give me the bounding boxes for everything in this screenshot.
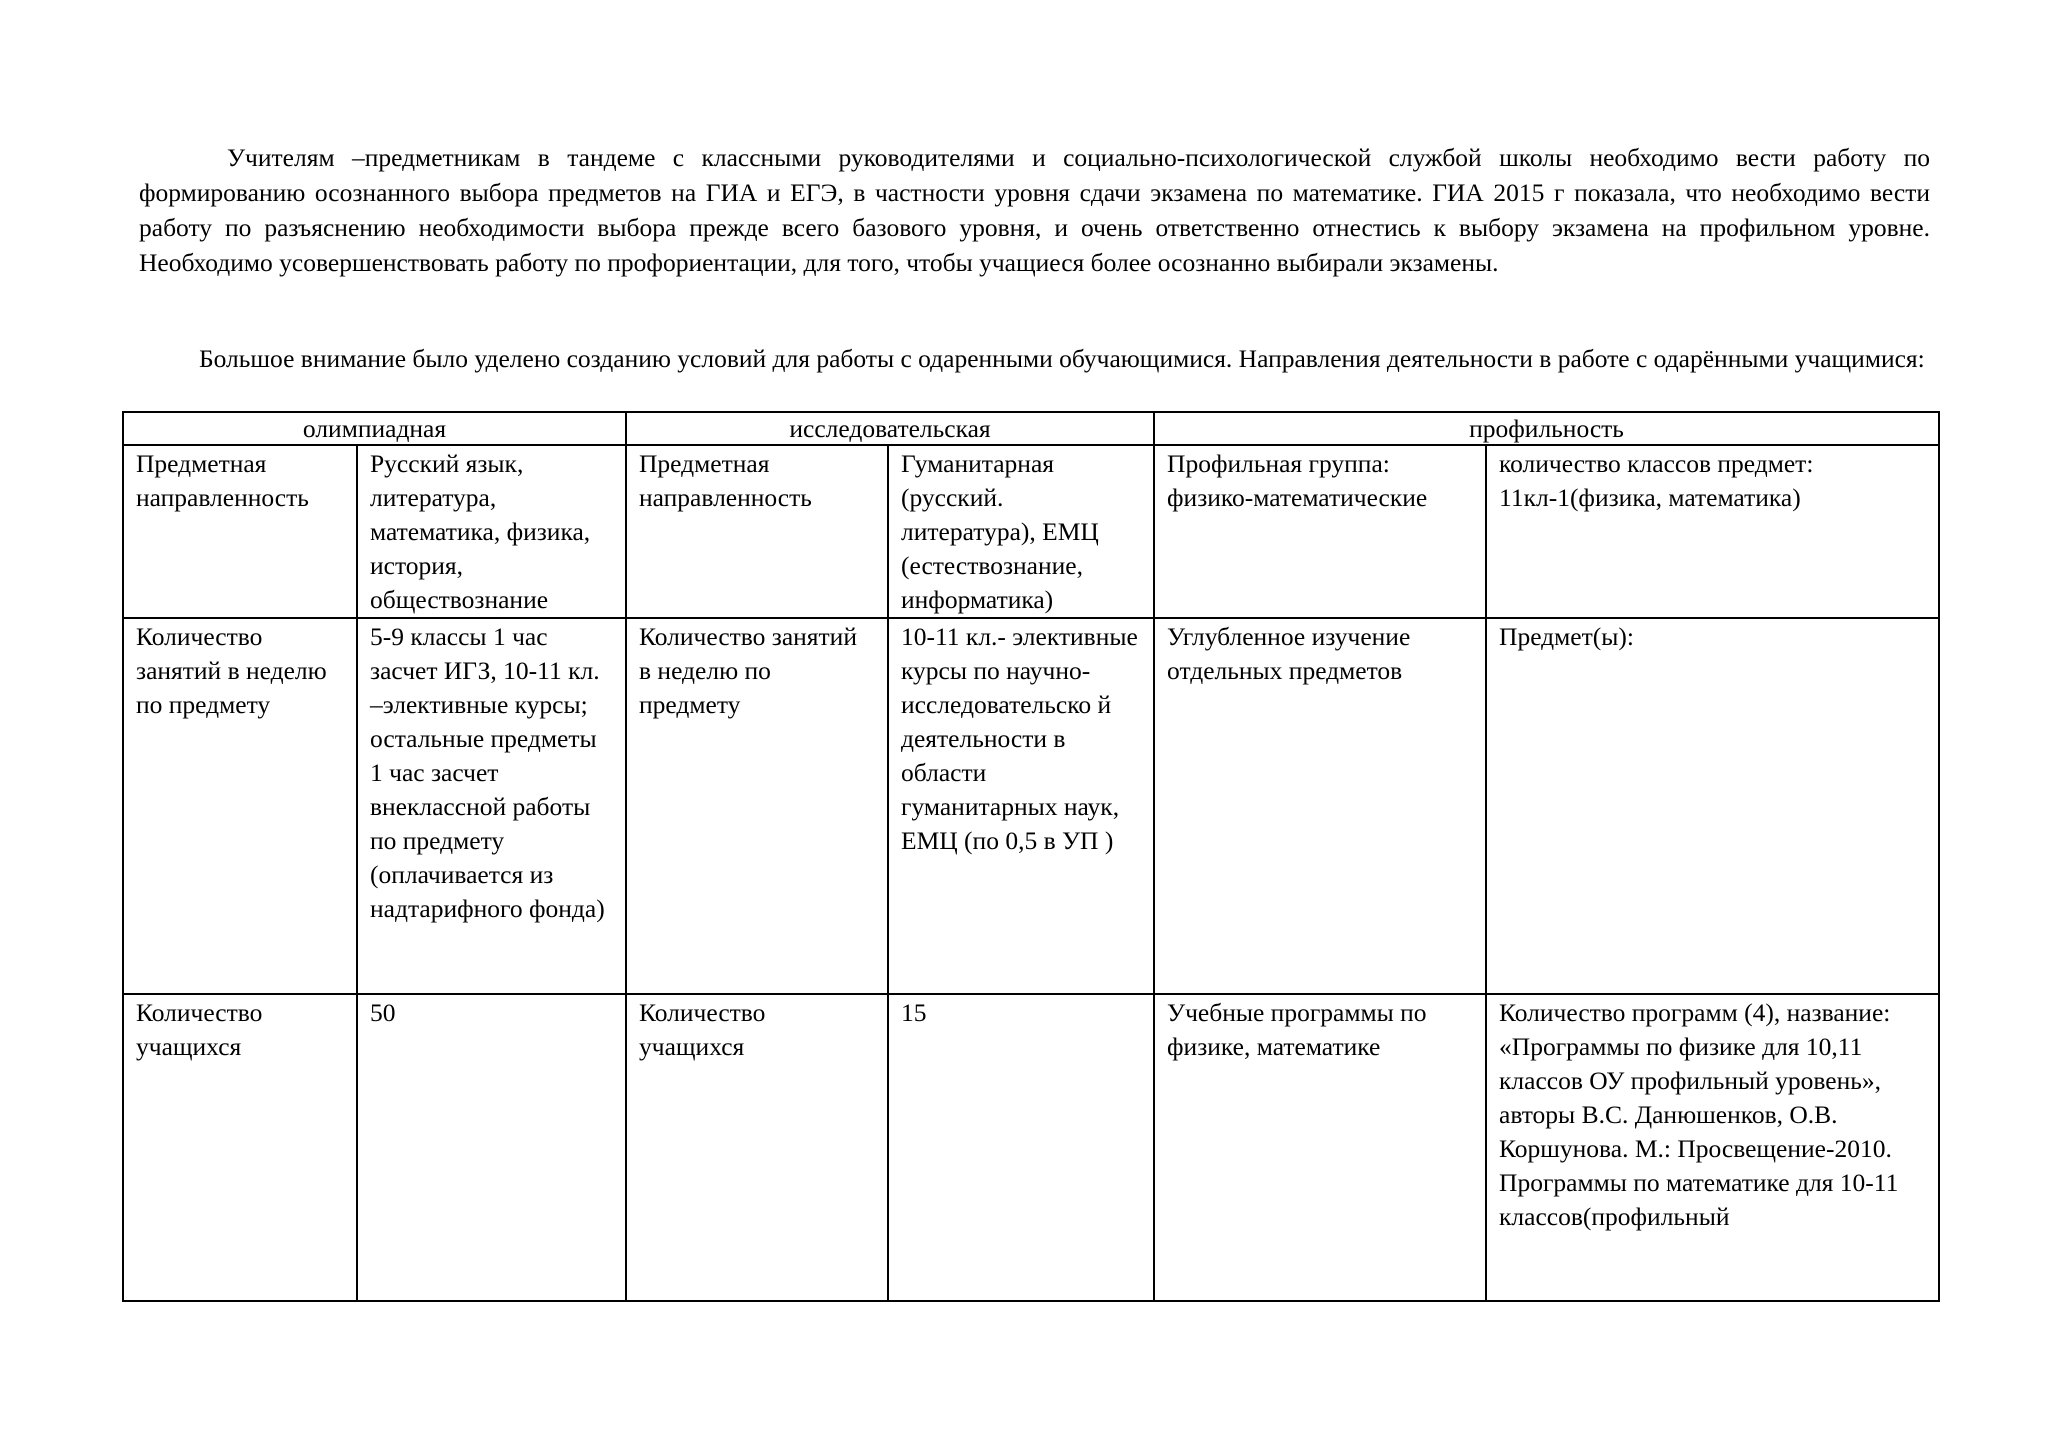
table-cell: Русский язык, литература, математика, физика, история, обществознание <box>357 445 626 618</box>
table-cell: Углубленное изучение отдельных предметов <box>1154 618 1486 994</box>
table-cell: Предмет(ы): <box>1486 618 1939 994</box>
table-cell: 50 <box>357 994 626 1301</box>
intro-paragraph: Учителям –предметникам в тандеме с классными руководителями и социально-психологической службой школы необходимо вести работу по формированию осознанного выбора предметов на ГИА и ЕГЭ, в частности уровня сдачи экзамена по математике. ГИА 2015 г показала, что необходимо вести работу по разъяснению необходимости выбора прежде всего базового уровня, и очень ответственно отнестись к выбору экзамена на профильном уровне. Необходимо усовершенствовать работу по профориентации, для того, чтобы учащиеся более осознанно выбирали экзамены. <box>139 143 1930 277</box>
table-cell: Учебные программы по физике, математике <box>1154 994 1486 1301</box>
table-cell: Предметная направленность <box>123 445 357 618</box>
activity-directions-table <box>122 411 1940 1302</box>
table-cell: Количество учащихся <box>123 994 357 1301</box>
table-row <box>123 445 1939 618</box>
table-cell: 15 <box>888 994 1154 1301</box>
table-cell: Гуманитарная (русский. литература), ЕМЦ (естествознание, информатика) <box>888 445 1154 618</box>
gifted-students-paragraph: Большое внимание было уделено созданию условий для работы с одаренными обучающимися. Направления деятельности в работе с одарёнными учащимися: <box>199 344 1925 373</box>
table-cell: Количество программ (4), название: «Программы по физике для 10,11 классов ОУ профильный уровень», авторы В.С. Данюшенков, О.В. Коршунова. М.: Просвещение-2010. Программы по математике для 10-11 классов(профильный <box>1486 994 1939 1301</box>
table-cell: Количество учащихся <box>626 994 888 1301</box>
table-cell: количество классов предмет: 11кл-1(физика, математика) <box>1486 445 1939 618</box>
table-cell: Количество занятий в неделю по предмету <box>123 618 357 994</box>
table-header-row <box>123 412 1939 445</box>
table-cell: Количество занятий в неделю по предмету <box>626 618 888 994</box>
table-cell: Предметная направленность <box>626 445 888 618</box>
header-olympiad: олимпиадная <box>123 412 626 445</box>
header-research: исследовательская <box>626 412 1154 445</box>
table-cell: Профильная группа: физико-математические <box>1154 445 1486 618</box>
table-row <box>123 994 1939 1301</box>
table-cell: 5-9 классы 1 час засчет ИГЗ, 10-11 кл. –элективные курсы; остальные предметы 1 час засчет внеклассной работы по предмету (оплачивается из надтарифного фонда) <box>357 618 626 994</box>
header-profile: профильность <box>1154 412 1939 445</box>
table-row <box>123 618 1939 994</box>
table-cell: 10-11 кл.- элективные курсы по научно-исследовательско й деятельности в области гуманитарных наук, ЕМЦ (по 0,5 в УП ) <box>888 618 1154 994</box>
